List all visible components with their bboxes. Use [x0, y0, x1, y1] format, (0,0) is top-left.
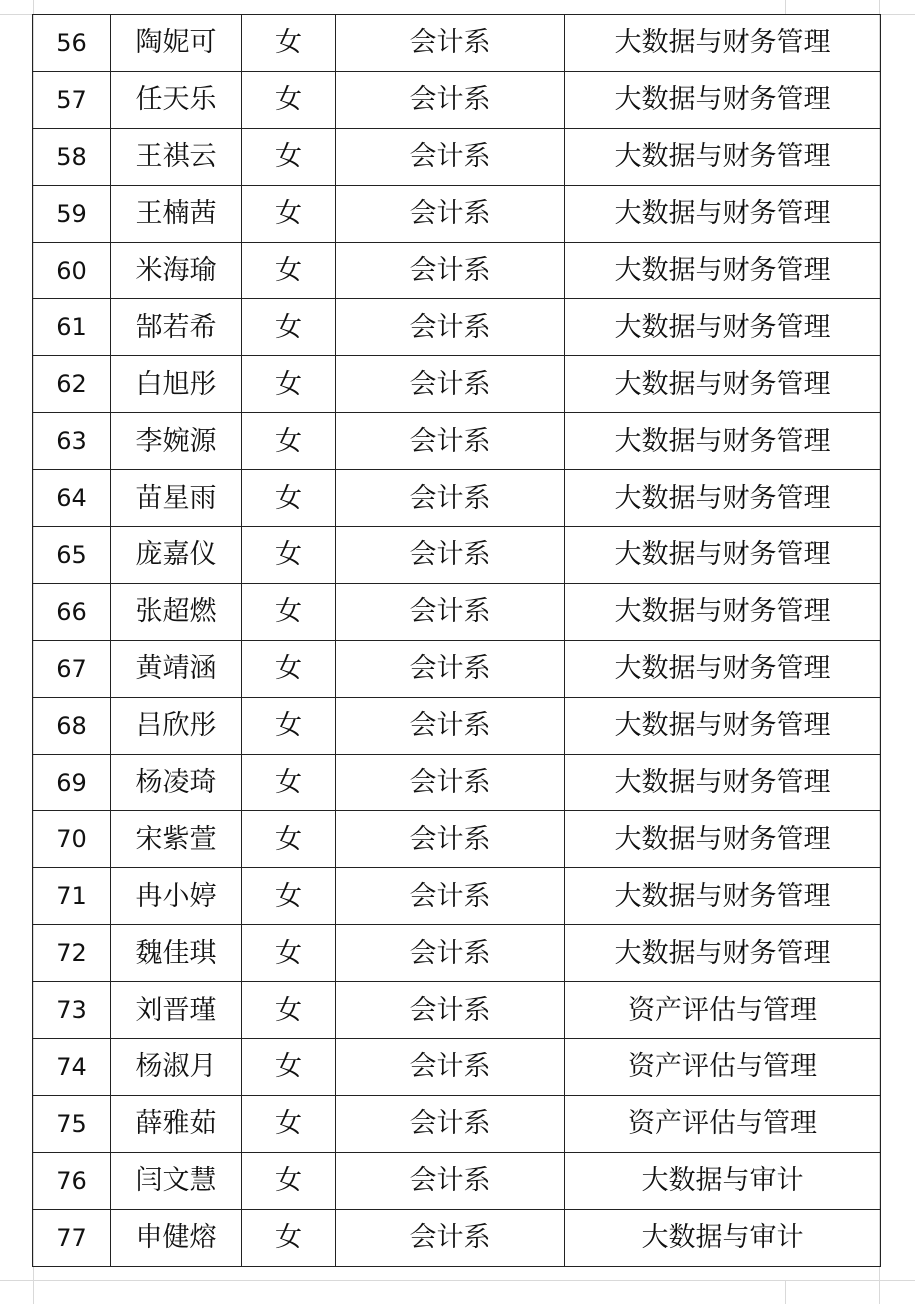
department-cell: 会计系 [336, 15, 565, 72]
major-cell: 大数据与财务管理 [565, 71, 881, 128]
department-cell: 会计系 [336, 185, 565, 242]
gender-cell: 女 [242, 356, 336, 413]
row-number-cell: 58 [33, 128, 111, 185]
student-name-cell: 薛雅茹 [111, 1095, 242, 1152]
major-cell: 大数据与财务管理 [565, 356, 881, 413]
department-cell: 会计系 [336, 925, 565, 982]
table-row [33, 470, 881, 527]
row-number-cell: 60 [33, 242, 111, 299]
gender-cell: 女 [242, 754, 336, 811]
row-number-cell: 74 [33, 1039, 111, 1096]
gender-cell: 女 [242, 697, 336, 754]
student-name-cell: 申健熔 [111, 1209, 242, 1266]
row-number-cell: 56 [33, 15, 111, 72]
department-cell: 会计系 [336, 811, 565, 868]
table-row [33, 1152, 881, 1209]
student-name-cell: 王祺云 [111, 128, 242, 185]
department-cell: 会计系 [336, 1152, 565, 1209]
row-number-cell: 71 [33, 868, 111, 925]
department-cell: 会计系 [336, 982, 565, 1039]
department-cell: 会计系 [336, 356, 565, 413]
page-guide-bottom [0, 1280, 915, 1281]
department-cell: 会计系 [336, 299, 565, 356]
gender-cell: 女 [242, 640, 336, 697]
table-row [33, 811, 881, 868]
table-row [33, 242, 881, 299]
major-cell: 大数据与财务管理 [565, 697, 881, 754]
department-cell: 会计系 [336, 640, 565, 697]
major-cell: 大数据与财务管理 [565, 811, 881, 868]
major-cell: 大数据与审计 [565, 1209, 881, 1266]
table-row [33, 299, 881, 356]
row-number-cell: 57 [33, 71, 111, 128]
department-cell: 会计系 [336, 754, 565, 811]
major-cell: 大数据与财务管理 [565, 128, 881, 185]
row-number-cell: 59 [33, 185, 111, 242]
major-cell: 大数据与财务管理 [565, 185, 881, 242]
row-number-cell: 68 [33, 697, 111, 754]
table-row [33, 356, 881, 413]
table-row [33, 185, 881, 242]
row-number-cell: 70 [33, 811, 111, 868]
student-name-cell: 陶妮可 [111, 15, 242, 72]
student-name-cell: 宋紫萱 [111, 811, 242, 868]
gender-cell: 女 [242, 1095, 336, 1152]
gender-cell: 女 [242, 413, 336, 470]
gender-cell: 女 [242, 185, 336, 242]
student-name-cell: 任天乐 [111, 71, 242, 128]
gender-cell: 女 [242, 242, 336, 299]
major-cell: 大数据与财务管理 [565, 15, 881, 72]
row-number-cell: 64 [33, 470, 111, 527]
table-row [33, 640, 881, 697]
department-cell: 会计系 [336, 413, 565, 470]
student-roster-table [32, 14, 881, 1267]
major-cell: 大数据与财务管理 [565, 754, 881, 811]
major-cell: 大数据与财务管理 [565, 640, 881, 697]
student-name-cell: 刘晋瑾 [111, 982, 242, 1039]
department-cell: 会计系 [336, 242, 565, 299]
major-cell: 大数据与财务管理 [565, 299, 881, 356]
gender-cell: 女 [242, 1209, 336, 1266]
major-cell: 大数据与财务管理 [565, 925, 881, 982]
student-name-cell: 郜若希 [111, 299, 242, 356]
row-number-cell: 76 [33, 1152, 111, 1209]
major-cell: 资产评估与管理 [565, 1039, 881, 1096]
department-cell: 会计系 [336, 128, 565, 185]
department-cell: 会计系 [336, 470, 565, 527]
gender-cell: 女 [242, 299, 336, 356]
row-number-cell: 73 [33, 982, 111, 1039]
student-name-cell: 冉小婷 [111, 868, 242, 925]
table-row [33, 1095, 881, 1152]
table-row [33, 413, 881, 470]
gender-cell: 女 [242, 925, 336, 982]
gender-cell: 女 [242, 583, 336, 640]
student-name-cell: 杨凌琦 [111, 754, 242, 811]
department-cell: 会计系 [336, 71, 565, 128]
table-row [33, 1209, 881, 1266]
gender-cell: 女 [242, 982, 336, 1039]
student-name-cell: 苗星雨 [111, 470, 242, 527]
row-number-cell: 66 [33, 583, 111, 640]
student-name-cell: 李婉源 [111, 413, 242, 470]
department-cell: 会计系 [336, 1039, 565, 1096]
student-name-cell: 白旭彤 [111, 356, 242, 413]
page-guide-tick-bottom [785, 1281, 786, 1304]
gender-cell: 女 [242, 470, 336, 527]
major-cell: 资产评估与管理 [565, 982, 881, 1039]
major-cell: 大数据与财务管理 [565, 527, 881, 584]
student-name-cell: 闫文慧 [111, 1152, 242, 1209]
student-name-cell: 吕欣彤 [111, 697, 242, 754]
student-name-cell: 王楠茜 [111, 185, 242, 242]
table-row [33, 71, 881, 128]
gender-cell: 女 [242, 527, 336, 584]
department-cell: 会计系 [336, 1209, 565, 1266]
department-cell: 会计系 [336, 1095, 565, 1152]
department-cell: 会计系 [336, 697, 565, 754]
gender-cell: 女 [242, 128, 336, 185]
major-cell: 大数据与审计 [565, 1152, 881, 1209]
table-row [33, 583, 881, 640]
student-name-cell: 魏佳琪 [111, 925, 242, 982]
table-row [33, 868, 881, 925]
roster-body [33, 15, 881, 1267]
table-row [33, 982, 881, 1039]
major-cell: 大数据与财务管理 [565, 242, 881, 299]
row-number-cell: 62 [33, 356, 111, 413]
table-row [33, 15, 881, 72]
student-name-cell: 黄靖涵 [111, 640, 242, 697]
table-row [33, 925, 881, 982]
table-row [33, 128, 881, 185]
student-name-cell: 张超燃 [111, 583, 242, 640]
row-number-cell: 67 [33, 640, 111, 697]
student-name-cell: 杨淑月 [111, 1039, 242, 1096]
gender-cell: 女 [242, 1152, 336, 1209]
major-cell: 资产评估与管理 [565, 1095, 881, 1152]
major-cell: 大数据与财务管理 [565, 470, 881, 527]
page-guide-tick-top [785, 0, 786, 14]
table-row [33, 754, 881, 811]
department-cell: 会计系 [336, 868, 565, 925]
row-number-cell: 69 [33, 754, 111, 811]
row-number-cell: 77 [33, 1209, 111, 1266]
row-number-cell: 63 [33, 413, 111, 470]
department-cell: 会计系 [336, 527, 565, 584]
gender-cell: 女 [242, 71, 336, 128]
gender-cell: 女 [242, 1039, 336, 1096]
major-cell: 大数据与财务管理 [565, 413, 881, 470]
table-row [33, 527, 881, 584]
row-number-cell: 75 [33, 1095, 111, 1152]
row-number-cell: 65 [33, 527, 111, 584]
student-name-cell: 庞嘉仪 [111, 527, 242, 584]
table-row [33, 697, 881, 754]
gender-cell: 女 [242, 15, 336, 72]
student-name-cell: 米海瑜 [111, 242, 242, 299]
row-number-cell: 61 [33, 299, 111, 356]
gender-cell: 女 [242, 868, 336, 925]
major-cell: 大数据与财务管理 [565, 583, 881, 640]
gender-cell: 女 [242, 811, 336, 868]
table-row [33, 1039, 881, 1096]
row-number-cell: 72 [33, 925, 111, 982]
department-cell: 会计系 [336, 583, 565, 640]
major-cell: 大数据与财务管理 [565, 868, 881, 925]
